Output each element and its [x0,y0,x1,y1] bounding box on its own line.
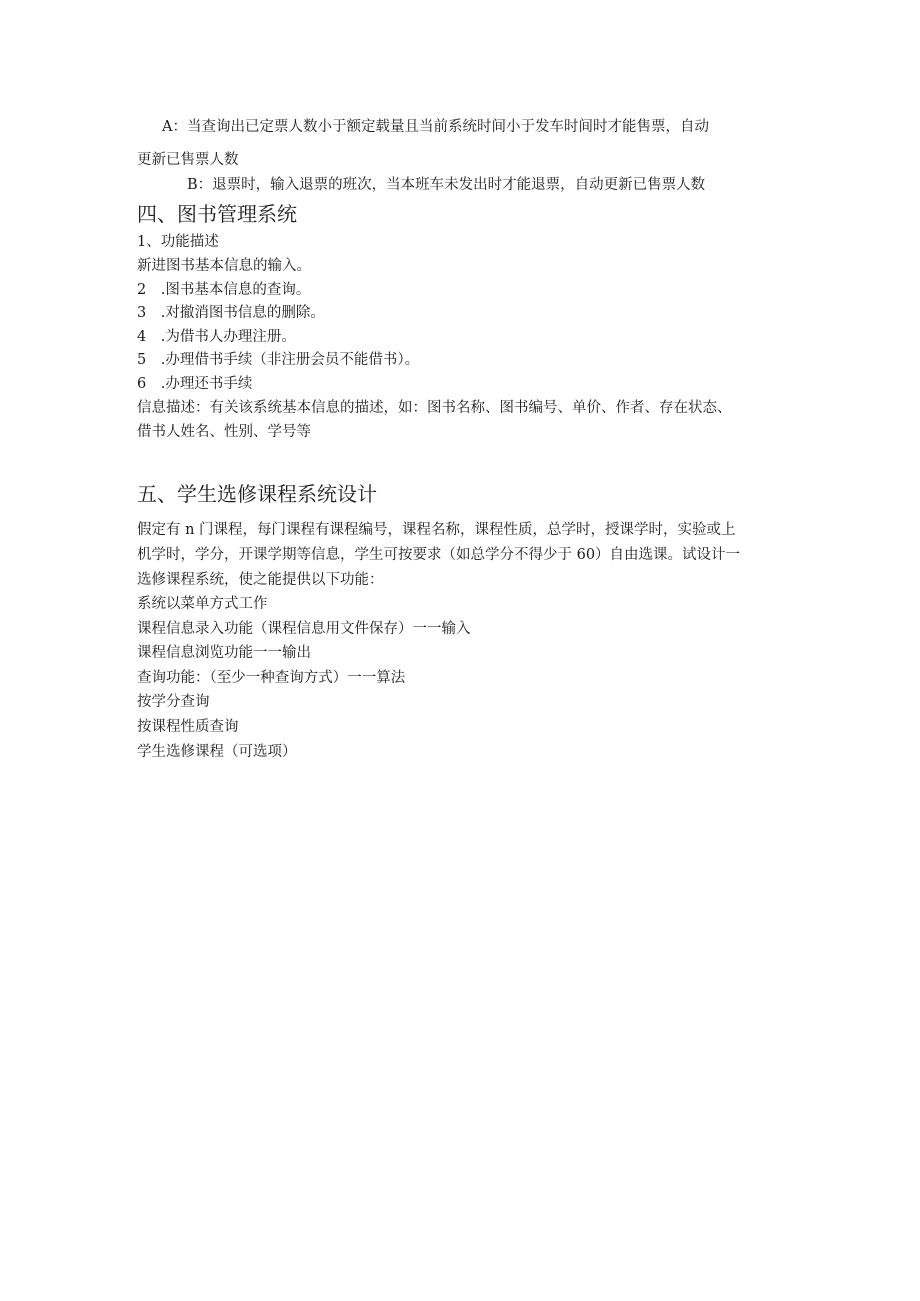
library-item-1: 新进图书基本信息的输入。 [137,258,311,274]
course-item-by-credit: 按学分查询 [137,694,210,710]
library-item-5: 5 .办理借书手续（非注册会员不能借书）。 [137,352,420,368]
library-item-2: 2 .图书基本信息的查询。 [137,282,311,298]
course-para-line2: 机学时，学分，开课学期等信息，学生可按要求（如总学分不得少于 60）自由选课。试设计一 [137,547,741,563]
library-heading: 四、图书管理系统 [137,202,297,226]
course-item-select: 学生选修课程（可选项） [137,744,297,760]
library-info-line2: 借书人姓名、性别、学号等 [137,424,311,440]
library-item-6: 6 .办理还书手续 [137,376,253,392]
ticket-item-b: B：退票时，输入退票的班次，当本班车未发出时才能退票，自动更新已售票人数 [187,177,706,193]
course-item-menu: 系统以菜单方式工作 [137,596,268,612]
course-item-by-nature: 按课程性质查询 [137,719,239,735]
course-item-input: 课程信息录入功能（课程信息用文件保存）一一输入 [137,621,471,637]
library-item-4: 4 .为借书人办理注册。 [137,329,296,345]
library-subheading: 1、功能描述 [137,234,219,250]
course-para-line3: 选修课程系统，使之能提供以下功能： [137,572,384,588]
course-item-query: 查询功能：（至少一种查询方式）一一算法 [137,670,406,686]
course-heading: 五、学生选修课程系统设计 [137,482,377,506]
library-info-line1: 信息描述：有关该系统基本信息的描述，如：图书名称、图书编号、单价、作者、存在状态、 [137,400,732,416]
library-item-3: 3 .对撤消图书信息的删除。 [137,305,325,321]
course-item-browse: 课程信息浏览功能一一输出 [137,645,311,661]
course-para-line1: 假定有 n 门课程，每门课程有课程编号，课程名称，课程性质，总学时，授课学时，实验或上 [137,522,736,538]
ticket-item-a-line1: A：当查询出已定票人数小于额定载量且当前系统时间小于发车时间时才能售票，自动 [162,119,709,135]
ticket-item-a-line2: 更新已售票人数 [137,152,239,168]
